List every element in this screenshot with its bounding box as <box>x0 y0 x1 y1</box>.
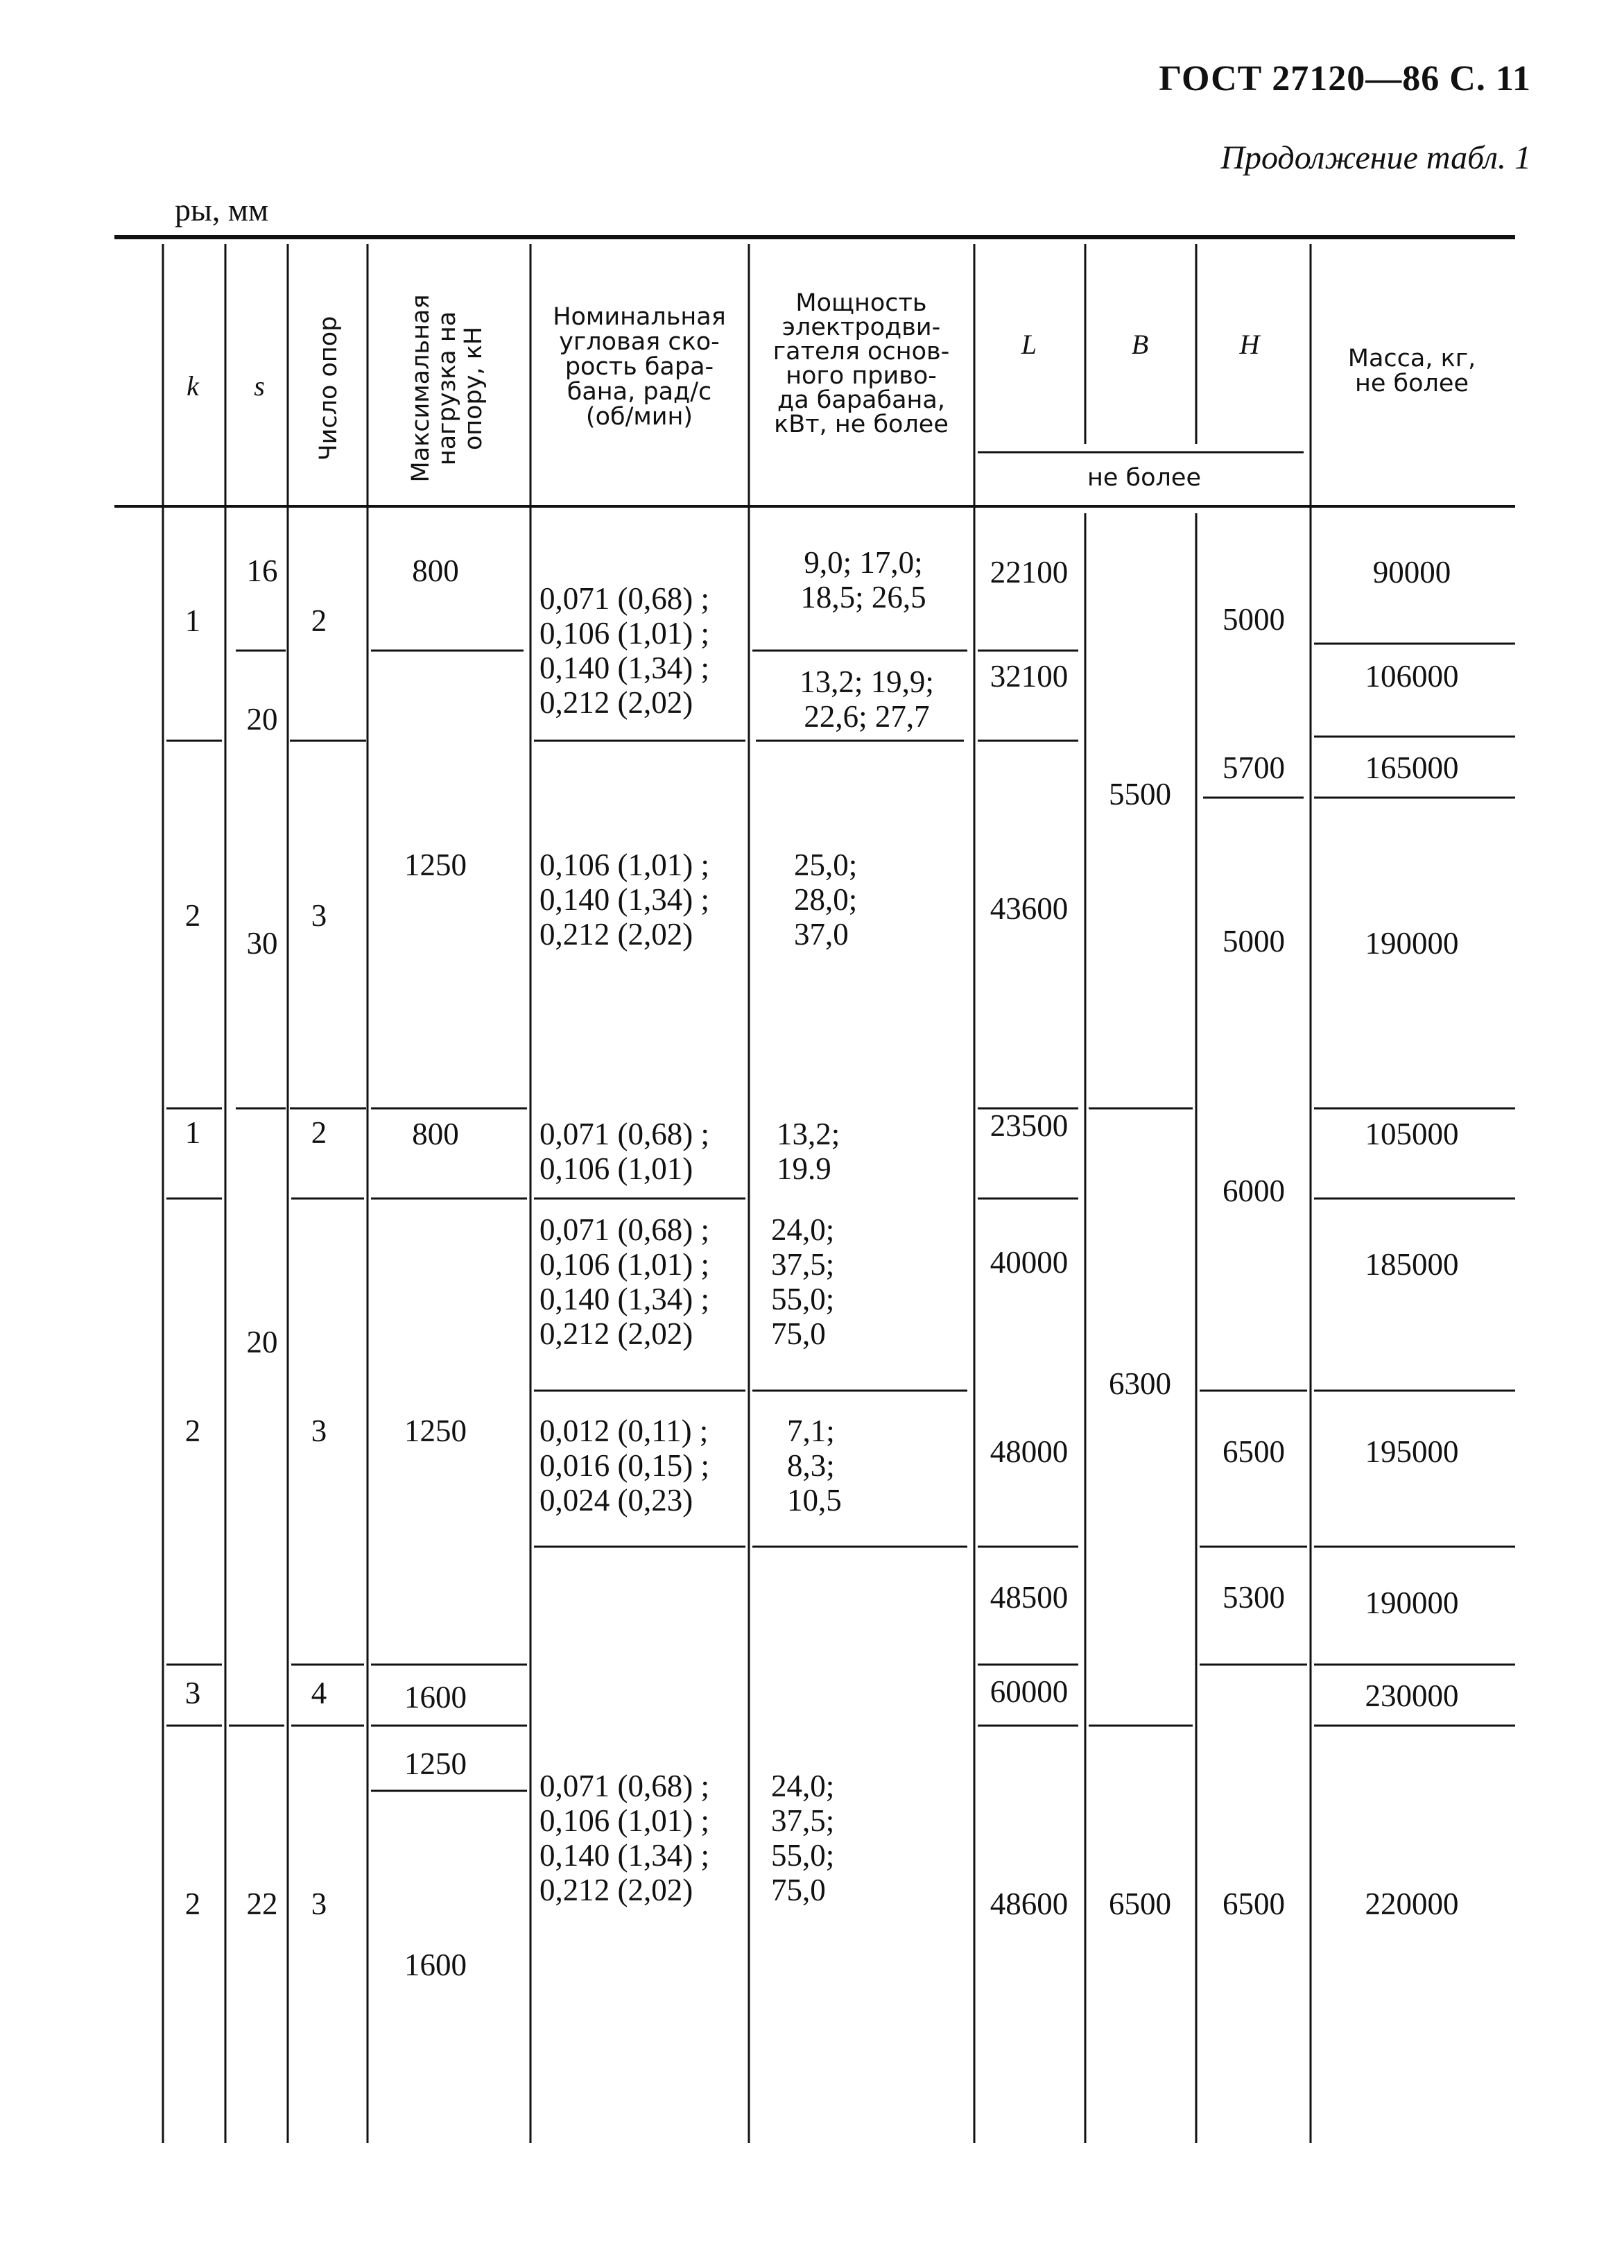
cell-speed-1: 0,212 (2,02) <box>539 685 693 720</box>
header-power-line: кВт, не более <box>774 411 949 438</box>
header-mass-line: не более <box>1355 370 1469 397</box>
cell-load-1250a: 1250 <box>404 848 467 882</box>
header-max-load <box>407 294 487 482</box>
cell-k-2a: 2 <box>184 898 201 933</box>
cell-power-7: 24,0; <box>771 1769 835 1803</box>
cell-mass-3: 165000 <box>1365 750 1459 785</box>
cell-H-3: 5000 <box>1223 924 1285 959</box>
header-power-line: да барабана, <box>777 386 945 414</box>
cell-power-2: 22,6; 27,7 <box>804 699 930 734</box>
cell-load-1600b: 1600 <box>404 1948 467 1982</box>
header-dims-note: не более <box>1087 464 1201 492</box>
cell-power-5: 75,0 <box>771 1316 826 1351</box>
cell-k-2c: 2 <box>184 1887 201 1921</box>
cell-s-20a: 20 <box>246 702 278 737</box>
cell-mass-1: 90000 <box>1372 555 1451 590</box>
cell-speed-2: 0,140 (1,34) ; <box>539 882 709 917</box>
header-max-load-line: нагрузка на <box>433 311 461 466</box>
header-s: s <box>254 370 265 402</box>
cell-H-2: 5700 <box>1223 750 1285 785</box>
cell-s-16: 16 <box>246 553 278 588</box>
cell-sup-3c: 3 <box>311 1887 327 1921</box>
cell-load-800b: 800 <box>412 1117 459 1151</box>
header-L: L <box>1021 329 1037 360</box>
cell-power-6: 7,1; <box>787 1414 835 1448</box>
cell-load-800a: 800 <box>412 553 459 588</box>
header-power <box>773 289 950 438</box>
cell-L-1: 22100 <box>990 555 1069 590</box>
cell-power-5: 24,0; <box>771 1212 835 1247</box>
cell-B-1: 5500 <box>1109 777 1171 811</box>
cell-power-1: 9,0; 17,0; <box>804 545 923 580</box>
cell-L-3: 43600 <box>990 891 1069 926</box>
cell-sup-3b: 3 <box>311 1414 327 1448</box>
cell-speed-3: 0,071 (0,68) ; <box>539 1117 709 1151</box>
header-speed-line: бана, рад/с <box>567 378 712 406</box>
cell-B-3: 6500 <box>1109 1887 1171 1921</box>
cell-load-1250c: 1250 <box>404 1746 467 1781</box>
cell-speed-1: 0,106 (1,01) ; <box>539 616 709 651</box>
cell-power-7: 55,0; <box>771 1838 835 1873</box>
cell-L-9: 48600 <box>990 1887 1069 1921</box>
header-mass <box>1348 345 1476 397</box>
cell-H-5: 6500 <box>1223 1434 1285 1469</box>
cell-mass-6: 185000 <box>1365 1247 1459 1282</box>
header-speed-line: (об/мин) <box>585 403 693 431</box>
cell-L-4: 23500 <box>990 1108 1069 1143</box>
cell-mass-10: 220000 <box>1365 1887 1459 1921</box>
header-supports: Число опор <box>315 316 343 461</box>
cell-mass-2: 106000 <box>1365 659 1459 694</box>
cell-sup-2b: 2 <box>311 1115 327 1150</box>
cell-speed-4: 0,140 (1,34) ; <box>539 1282 709 1316</box>
header-mass-line: Масса, кг, <box>1347 345 1476 372</box>
cell-s-20b: 20 <box>246 1325 278 1359</box>
cell-power-3: 37,0 <box>794 917 849 952</box>
cell-speed-3: 0,106 (1,01) <box>539 1151 693 1186</box>
cell-speed-1: 0,071 (0,68) ; <box>539 581 709 616</box>
cell-speed-4: 0,071 (0,68) ; <box>539 1212 709 1247</box>
cell-sup-3a: 3 <box>311 898 327 933</box>
cell-H-1: 5000 <box>1223 602 1285 637</box>
header-speed <box>553 303 726 431</box>
header-speed-line: рость бара- <box>564 353 714 381</box>
header-max-load-line: Максимальная <box>407 294 435 483</box>
cell-L-6: 48000 <box>990 1434 1069 1469</box>
cell-power-6: 8,3; <box>787 1448 835 1483</box>
header-speed-line: Номинальная <box>553 303 726 331</box>
header-speed-line: угловая ско- <box>559 328 720 356</box>
cell-mass-9: 230000 <box>1365 1678 1459 1713</box>
cell-load-1600a: 1600 <box>404 1680 467 1715</box>
cell-L-5: 40000 <box>990 1245 1069 1280</box>
cell-s-30: 30 <box>246 926 278 961</box>
cell-L-2: 32100 <box>990 659 1069 694</box>
header-B: B <box>1131 329 1149 360</box>
cell-H-4: 6000 <box>1223 1174 1285 1208</box>
cell-power-3: 28,0; <box>794 882 858 917</box>
cell-power-7: 75,0 <box>771 1873 826 1907</box>
cell-mass-7: 195000 <box>1365 1434 1459 1469</box>
header-k: k <box>187 370 199 402</box>
units-fragment: ры, мм <box>175 192 269 227</box>
header-power-line: ного приво- <box>786 362 937 390</box>
table-continuation-label: Продолжение табл. 1 <box>1220 139 1531 176</box>
cell-k-2b: 2 <box>184 1414 201 1448</box>
cell-speed-5: 0,024 (0,23) <box>539 1483 693 1518</box>
cell-speed-6: 0,106 (1,01) ; <box>539 1803 709 1838</box>
header-H: H <box>1239 329 1260 360</box>
cell-mass-4: 190000 <box>1365 926 1459 961</box>
cell-speed-2: 0,212 (2,02) <box>539 917 693 952</box>
cell-speed-6: 0,140 (1,34) ; <box>539 1838 709 1873</box>
cell-speed-6: 0,212 (2,02) <box>539 1873 693 1907</box>
cell-power-4: 19.9 <box>777 1151 831 1186</box>
cell-sup-4: 4 <box>311 1676 327 1710</box>
cell-power-4: 13,2; <box>777 1117 840 1151</box>
cell-power-2: 13,2; 19,9; <box>800 664 934 699</box>
cell-B-2: 6300 <box>1109 1366 1171 1401</box>
cell-speed-6: 0,071 (0,68) ; <box>539 1769 709 1803</box>
cell-power-6: 10,5 <box>787 1483 842 1518</box>
cell-speed-2: 0,106 (1,01) ; <box>539 848 709 882</box>
cell-k-1a: 1 <box>184 603 201 638</box>
cell-load-1250b: 1250 <box>404 1414 467 1448</box>
header-power-line: электродви- <box>781 313 941 341</box>
cell-power-3: 25,0; <box>794 848 858 882</box>
cell-k-1b: 1 <box>184 1115 201 1150</box>
cell-L-8: 60000 <box>990 1674 1069 1709</box>
header-max-load-line: опору, кН <box>460 326 487 451</box>
cell-speed-1: 0,140 (1,34) ; <box>539 651 709 685</box>
cell-power-5: 37,5; <box>771 1247 835 1282</box>
cell-speed-5: 0,016 (0,15) ; <box>539 1448 709 1483</box>
cell-speed-4: 0,212 (2,02) <box>539 1316 693 1351</box>
header-power-line: Мощность <box>795 289 927 317</box>
cell-speed-4: 0,106 (1,01) ; <box>539 1247 709 1282</box>
header-power-line: гателя основ- <box>772 338 950 366</box>
cell-L-7: 48500 <box>990 1580 1069 1615</box>
cell-k-3: 3 <box>184 1676 201 1710</box>
cell-mass-8: 190000 <box>1365 1586 1459 1620</box>
cell-sup-2a: 2 <box>311 603 327 638</box>
cell-power-7: 37,5; <box>771 1803 835 1838</box>
cell-power-1: 18,5; 26,5 <box>800 580 926 615</box>
page-title: ГОСТ 27120—86 С. 11 <box>1159 59 1531 98</box>
cell-H-6: 5300 <box>1223 1580 1285 1615</box>
cell-power-5: 55,0; <box>771 1282 835 1316</box>
cell-mass-5: 105000 <box>1365 1117 1459 1151</box>
cell-s-22: 22 <box>246 1887 278 1921</box>
cell-speed-5: 0,012 (0,11) ; <box>539 1414 709 1448</box>
cell-H-7: 6500 <box>1223 1887 1285 1921</box>
